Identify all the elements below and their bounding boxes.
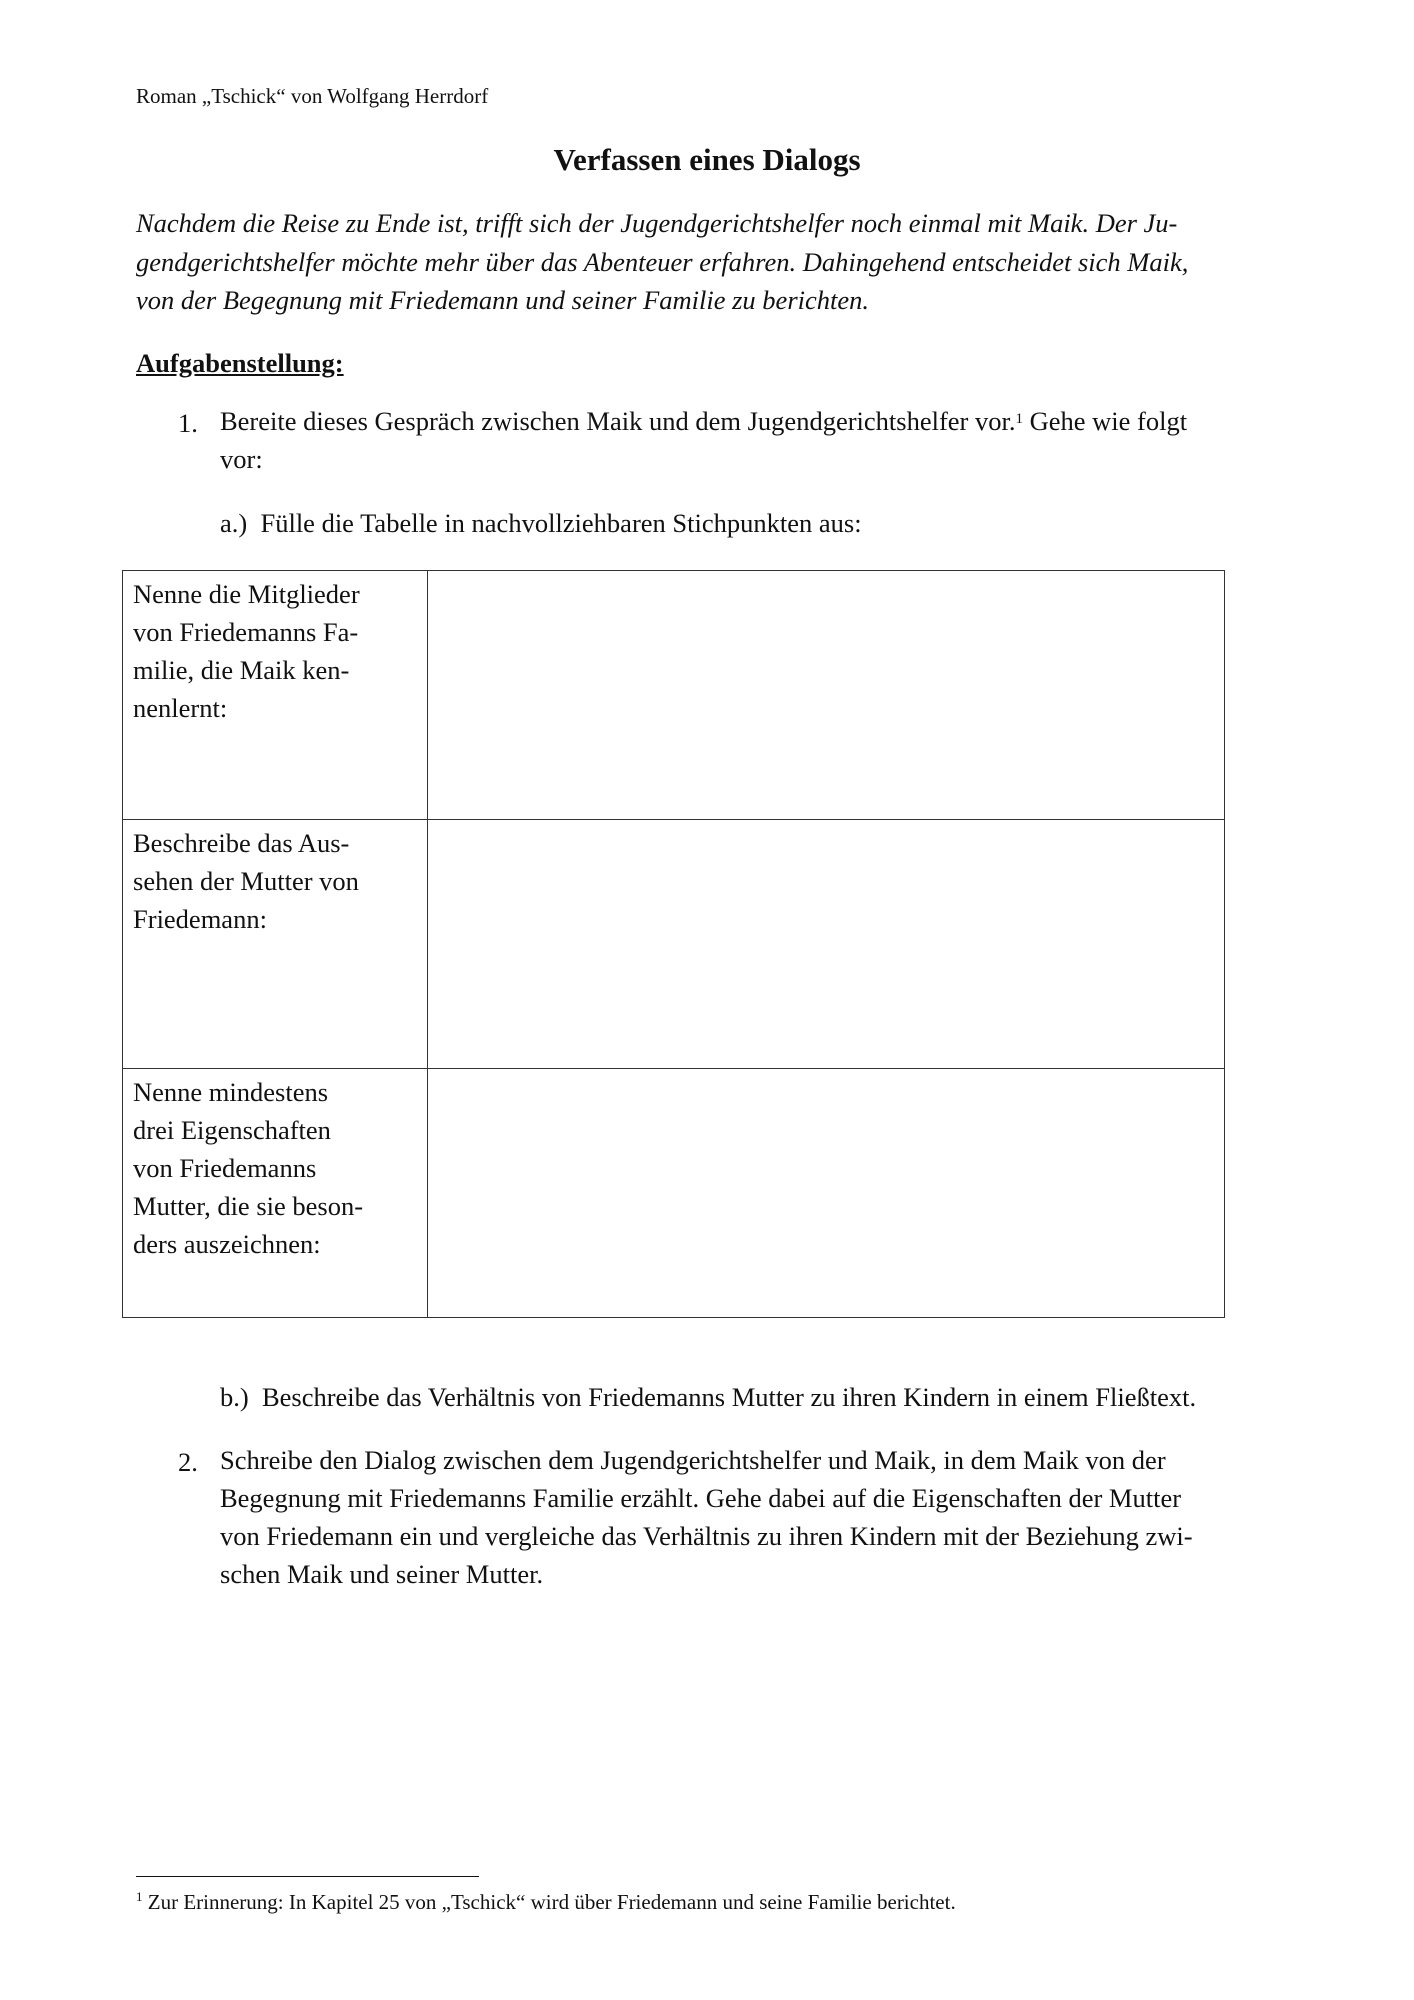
table-row [123, 571, 1225, 820]
label-line: drei Eigenschaften [133, 1115, 331, 1145]
task-2-line: Schreibe den Dialog zwischen dem Jugendgerichtshelfer und Maik, in dem Maik von der [220, 1445, 1166, 1475]
intro-text [136, 204, 1284, 320]
task-1-text [220, 402, 1300, 478]
intro-line: von der Begegnung mit Friedemann und seiner Familie zu berichten. [136, 285, 870, 315]
label-line: ders auszeichnen: [133, 1229, 321, 1259]
table-row-label [123, 820, 428, 1069]
footnote-ref: 1 [1015, 411, 1023, 427]
task-1-text-after: Gehe wie folgt [1022, 406, 1188, 436]
footnote-divider [136, 1876, 479, 1877]
answer-table [122, 570, 1225, 1318]
task-1a [220, 504, 862, 542]
label-line: sehen der Mutter von [133, 866, 359, 896]
task-2-line: schen Maik und seiner Mutter. [220, 1559, 544, 1589]
label-line: Nenne die Mitglieder [133, 579, 360, 609]
document-title: Verfassen eines Dialogs [553, 142, 861, 177]
footnote-number: 1 [136, 1889, 143, 1904]
task-1-text-part: Bereite dieses Gespräch zwischen Maik und dem Jugendgerichtshelfer vor. [220, 406, 1016, 436]
table-row-label [123, 1069, 428, 1318]
label-line: Friedemann: [133, 904, 267, 934]
answer-cell-members[interactable] [428, 571, 1225, 820]
task-2-number: 2. [178, 1447, 198, 1477]
document-header: Roman „Tschick“ von Wolfgang Herrdorf [136, 84, 489, 108]
intro-line: gendgerichtshelfer möchte mehr über das Abenteuer erfahren. Dahingehend entscheidet sich Maik, [136, 246, 1189, 277]
label-line: von Friedemanns [133, 1153, 317, 1183]
answer-cell-appearance[interactable] [428, 820, 1225, 1069]
task-1-number: 1. [178, 408, 198, 438]
label-line: milie, die Maik ken- [133, 655, 350, 685]
task-1b [220, 1378, 1196, 1416]
task-1-text-line2: vor: [220, 444, 263, 474]
task-heading: Aufgabenstellung: [136, 348, 344, 378]
footnote [136, 1890, 956, 1915]
task-1b-label: b.) [220, 1382, 249, 1412]
task-2-line: von Friedemann ein und vergleiche das Verhältnis zu ihren Kindern mit der Beziehung zwi- [220, 1521, 1193, 1551]
answer-cell-traits[interactable] [428, 1069, 1225, 1318]
task-2-text [220, 1441, 1300, 1593]
task-1a-text: Fülle die Tabelle in nachvollziehbaren Stichpunkten aus: [260, 508, 862, 538]
label-line: nenlernt: [133, 693, 228, 723]
task-2-line: Begegnung mit Friedemanns Familie erzählt. Gehe dabei auf die Eigenschaften der Mutter [220, 1483, 1182, 1513]
label-line: Mutter, die sie beson- [133, 1191, 364, 1221]
intro-line: Nachdem die Reise zu Ende ist, trifft sich der Jugendgerichtshelfer noch einmal mit Maik. Der Ju- [136, 208, 1178, 238]
table-row [123, 820, 1225, 1069]
table-row [123, 1069, 1225, 1318]
task-1a-label: a.) [220, 508, 248, 538]
label-line: von Friedemanns Fa- [133, 617, 359, 647]
task-1b-text: Beschreibe das Verhältnis von Friedemanns Mutter zu ihren Kindern in einem Fließtext. [261, 1382, 1197, 1412]
table-row-label [123, 571, 428, 820]
label-line: Nenne mindestens [133, 1077, 329, 1107]
footnote-text: Zur Erinnerung: In Kapitel 25 von „Tschick“ wird über Friedemann und seine Familie berichtet. [142, 1890, 956, 1914]
label-line: Beschreibe das Aus- [133, 828, 350, 858]
